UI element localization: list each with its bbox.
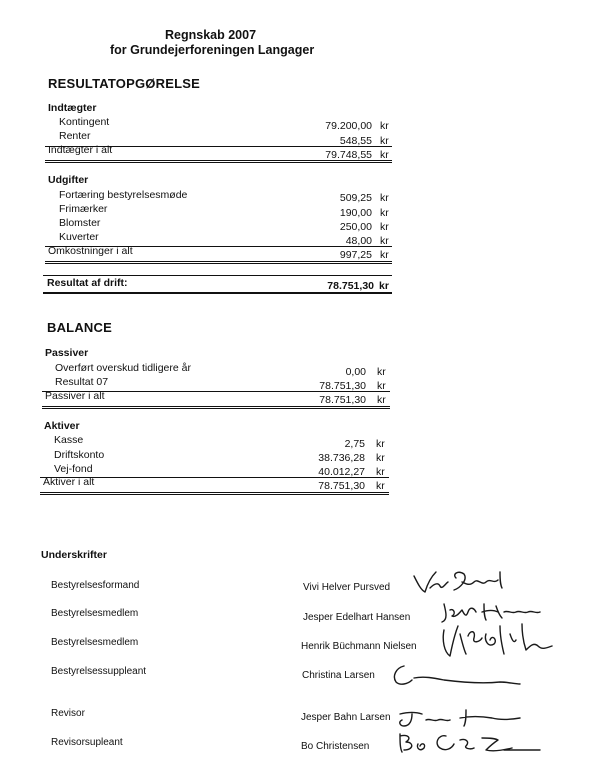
liability-row-unit: kr — [377, 366, 386, 378]
income-row-unit: kr — [380, 120, 389, 132]
asset-row-unit: kr — [376, 452, 385, 464]
operating-result-rule — [43, 275, 392, 276]
result-heading: RESULTATOPGØRELSE — [48, 76, 200, 91]
income-total-underline — [45, 160, 392, 161]
signatures-heading: Underskrifter — [41, 549, 107, 561]
expense-row-unit: kr — [380, 221, 389, 233]
handwritten-signature — [412, 568, 522, 598]
expense-row-unit: kr — [380, 207, 389, 219]
asset-row-amount: 2,75 — [344, 438, 365, 450]
liabilities-total-unit: kr — [377, 394, 386, 406]
signatory-name: Jesper Bahn Larsen — [301, 712, 391, 723]
assets-total-amount: 78.751,30 — [318, 480, 365, 492]
signatory-name: Henrik Büchmann Nielsen — [301, 641, 417, 652]
signatory-name: Vivi Helver Pursved — [303, 582, 391, 593]
income-total-amount: 79.748,55 — [325, 149, 372, 161]
liabilities-total-label: Passiver i alt — [45, 390, 105, 402]
expense-row-amount: 509,25 — [339, 192, 372, 204]
expense-row-label: Kuverter — [59, 231, 99, 243]
income-heading: Indtægter — [48, 102, 97, 114]
handwritten-signature — [390, 660, 530, 690]
document-title: Regnskab 2007 — [165, 28, 257, 42]
expense-row-amount: 250,00 — [339, 221, 372, 233]
signatory-role: Bestyrelsesmedlem — [51, 608, 139, 619]
signatory-name: Christina Larsen — [302, 670, 375, 681]
income-total-label: Indtægter i alt — [48, 144, 113, 156]
operating-result-amount: 78.751,30 — [327, 280, 374, 292]
asset-row-label: Driftskonto — [54, 449, 105, 461]
signatory-name: Jesper Edelhart Hansen — [303, 612, 411, 623]
asset-row-amount: 40.012,27 — [318, 466, 365, 478]
assets-total-underline — [40, 494, 389, 495]
signatory-name: Bo Christensen — [301, 741, 370, 752]
operating-result-unit: kr — [379, 280, 389, 292]
signatory-role: Revisor — [51, 708, 85, 719]
expense-row-label: Blomster — [59, 217, 101, 229]
handwritten-signature — [396, 704, 526, 730]
liabilities-total-underline — [42, 406, 390, 407]
operating-result-label: Resultat af drift: — [47, 277, 128, 289]
income-row-amount: 79.200,00 — [325, 120, 372, 132]
income-total-underline — [45, 162, 392, 163]
income-row-label: Renter — [59, 130, 91, 142]
income-row-amount: 548,55 — [339, 135, 372, 147]
liability-row-unit: kr — [377, 380, 386, 392]
expense-total-underline — [45, 261, 392, 262]
asset-row-amount: 38.736,28 — [318, 452, 365, 464]
expense-row-label: Frimærker — [59, 203, 108, 215]
expense-total-label: Omkostninger i alt — [48, 245, 133, 257]
balance-heading: BALANCE — [47, 320, 112, 335]
expense-row-unit: kr — [380, 235, 389, 247]
liability-row-label: Overført overskud tidligere år — [55, 362, 191, 374]
income-row-unit: kr — [380, 135, 389, 147]
assets-total-label: Aktiver i alt — [43, 476, 95, 488]
assets-total-underline — [40, 492, 389, 493]
expense-row-amount: 190,00 — [339, 207, 372, 219]
signatory-role: Bestyrelsesmedlem — [51, 637, 139, 648]
document-subtitle: for Grundejerforeningen Langager — [110, 43, 315, 57]
asset-row-label: Kasse — [54, 434, 84, 446]
liability-row-amount: 0,00 — [345, 366, 366, 378]
liabilities-total-underline — [42, 408, 390, 409]
expense-total-amount: 997,25 — [339, 249, 372, 261]
liabilities-total-amount: 78.751,30 — [319, 394, 366, 406]
liability-row-label: Resultat 07 — [55, 376, 109, 388]
income-total-unit: kr — [380, 149, 389, 161]
expenses-heading: Udgifter — [48, 174, 89, 186]
expense-row-amount: 48,00 — [345, 235, 372, 247]
liabilities-heading: Passiver — [45, 347, 89, 359]
asset-row-label: Vej-fond — [54, 463, 93, 475]
asset-row-unit: kr — [376, 466, 385, 478]
expense-row-label: Fortæring bestyrelsesmøde — [59, 189, 188, 201]
handwritten-signature — [440, 620, 560, 662]
income-row-label: Kontingent — [59, 116, 110, 128]
expense-total-unit: kr — [380, 249, 389, 261]
signatory-role: Revisorsupleant — [51, 737, 123, 748]
signatory-role: Bestyrelsesformand — [51, 580, 140, 591]
assets-total-unit: kr — [376, 480, 385, 492]
signatory-role: Bestyrelsessuppleant — [51, 666, 147, 677]
handwritten-signature — [394, 730, 544, 756]
expense-total-underline — [45, 263, 392, 264]
asset-row-unit: kr — [376, 438, 385, 450]
expense-row-unit: kr — [380, 192, 389, 204]
operating-result-underline — [43, 292, 392, 294]
assets-heading: Aktiver — [44, 420, 80, 432]
liability-row-amount: 78.751,30 — [319, 380, 366, 392]
